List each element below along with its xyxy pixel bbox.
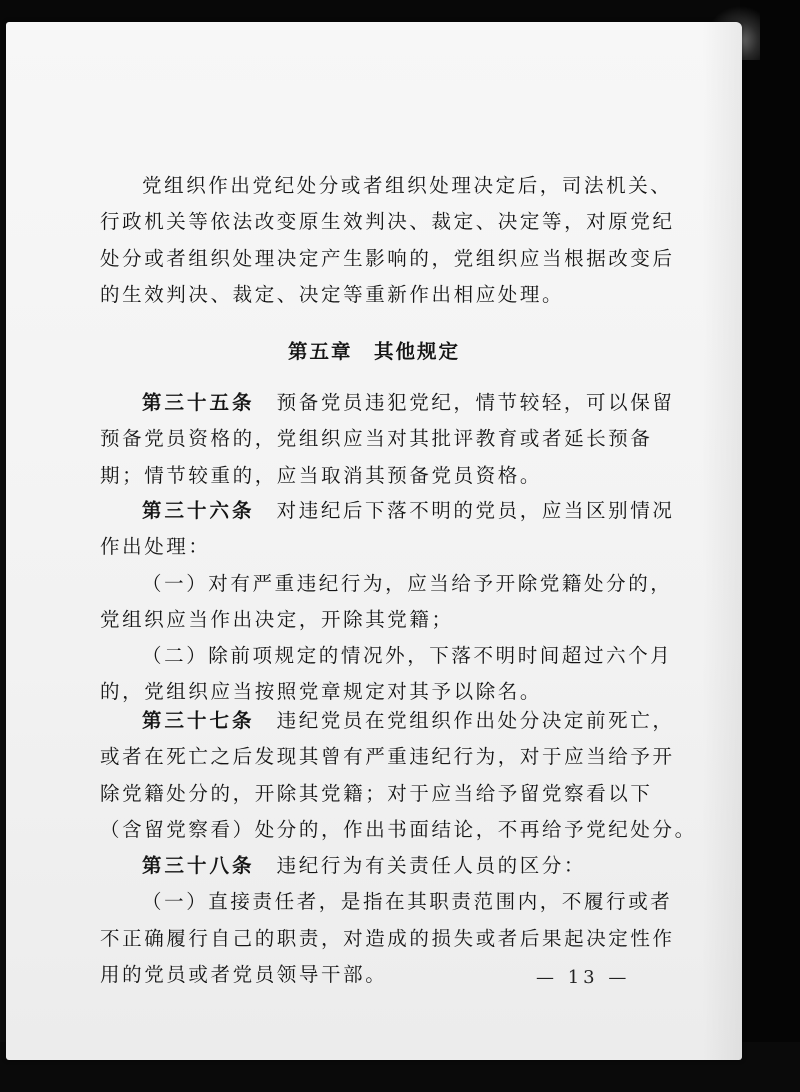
paragraph-line: 的生效判决、裁定、决定等重新作出相应处理。 bbox=[100, 282, 565, 306]
document-page bbox=[6, 22, 742, 1060]
article-38-label: 第三十八条 bbox=[142, 854, 255, 877]
paragraph-line: 作出处理： bbox=[100, 535, 211, 559]
paragraph-line: 处分或者组织处理决定产生影响的，党组织应当根据改变后 bbox=[100, 246, 675, 270]
article-37 bbox=[100, 703, 697, 848]
article-36 bbox=[100, 493, 675, 711]
article-37-line bbox=[100, 703, 675, 739]
article-38-text: 违纪行为有关责任人员的区分： bbox=[276, 854, 587, 877]
article-36-label: 第三十六条 bbox=[142, 499, 255, 522]
paragraph-line: （一）直接责任者，是指在其职责范围内，不履行或者 bbox=[142, 890, 673, 914]
paragraph-line: 的，党组织应当按照党章规定对其予以除名。 bbox=[100, 680, 543, 704]
paragraph-line: 除党籍处分的，开除其党籍；对于应当给予留党察看以下 bbox=[100, 781, 653, 805]
paragraph-line: 期；情节较重的，应当取消其预备党员资格。 bbox=[100, 463, 543, 487]
paragraph-top bbox=[100, 168, 675, 313]
paragraph-line: 行政机关等依法改变原生效判决、裁定、决定等，对原党纪 bbox=[100, 210, 675, 234]
paragraph-line: 党组织应当作出决定，开除其党籍； bbox=[100, 607, 454, 631]
article-36-line bbox=[100, 493, 675, 529]
article-38-line bbox=[100, 848, 648, 884]
background-right bbox=[740, 0, 800, 1092]
paragraph-line: （一）对有严重违纪行为，应当给予开除党籍处分的， bbox=[142, 571, 673, 595]
page-number: — 13 — bbox=[536, 967, 631, 988]
paragraph-line: 或者在死亡之后发现其曾有严重违纪行为，对于应当给予开 bbox=[100, 745, 675, 769]
article-36-text: 对违纪后下落不明的党员，应当区别情况 bbox=[276, 499, 675, 522]
article-35-line bbox=[100, 385, 675, 421]
paragraph-line: 不正确履行自己的职责，对造成的损失或者后果起决定性作 bbox=[100, 926, 675, 950]
paragraph-line: 用的党员或者党员领导干部。 bbox=[100, 962, 388, 986]
paragraph-line: （二）除前项规定的情况外，下落不明时间超过六个月 bbox=[142, 644, 673, 668]
paragraph-line: （含留党察看）处分的，作出书面结论，不再给予党纪处分。 bbox=[100, 817, 697, 841]
article-35 bbox=[100, 385, 675, 494]
paragraph-line: 预备党员资格的，党组织应当对其批评教育或者延长预备 bbox=[100, 427, 653, 451]
article-37-label: 第三十七条 bbox=[142, 709, 255, 732]
article-35-text: 预备党员违犯党纪，情节较轻，可以保留 bbox=[276, 391, 675, 414]
chapter-title: 第五章 其他规定 bbox=[287, 340, 460, 363]
article-35-label: 第三十五条 bbox=[142, 391, 255, 414]
article-37-text: 违纪党员在党组织作出处分决定前死亡， bbox=[276, 709, 675, 732]
paragraph-line: 党组织作出党纪处分或者组织处理决定后，司法机关、 bbox=[142, 174, 673, 197]
